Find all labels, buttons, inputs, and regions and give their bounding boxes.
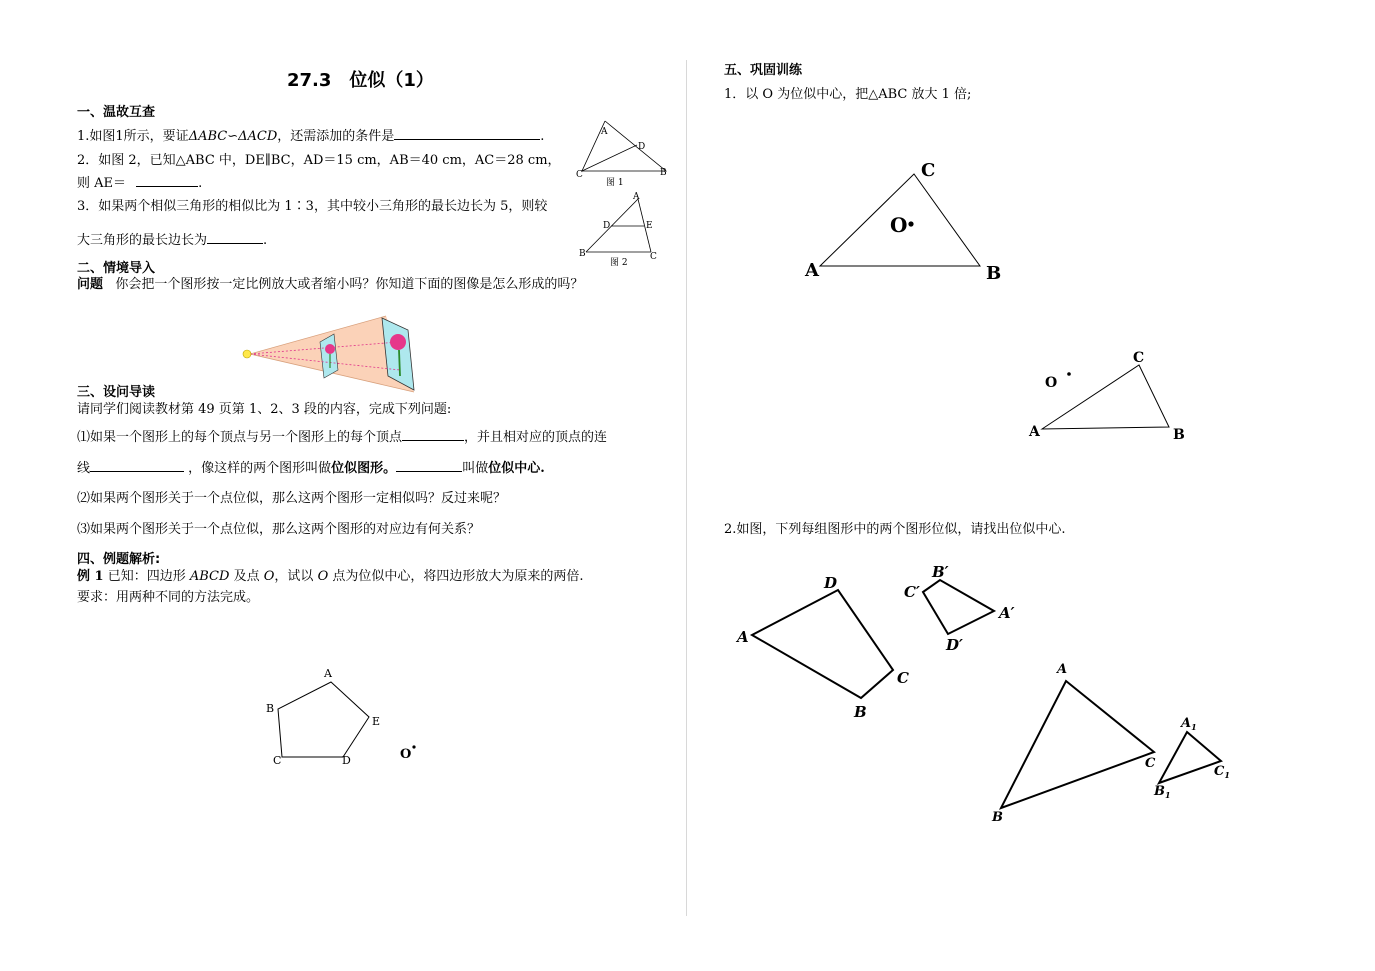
fig1-label-c: C — [576, 170, 583, 180]
figure-1 — [574, 114, 674, 190]
q2-answer-blank[interactable] — [136, 174, 198, 187]
tri2-label-b: B — [1173, 427, 1185, 443]
fig1-label-d: D — [638, 142, 646, 152]
pentagon-label-c: C — [273, 754, 282, 767]
fig2-caption: 图 2 — [610, 258, 628, 268]
triangle-figure-2 — [1025, 345, 1195, 445]
quad-label-b-prime: B′ — [932, 563, 949, 581]
q1-answer-blank[interactable] — [394, 127, 540, 140]
example-text-a: 已知：四边形 — [107, 569, 186, 584]
reading-instruction: 请同学们阅读教材第 49 页第 1、2、3 段的内容，完成下列问题: — [77, 402, 452, 417]
item1-blank-2[interactable] — [90, 459, 184, 472]
tri3-label-c: C — [1145, 756, 1156, 771]
fig2-label-a: A — [633, 192, 640, 202]
fig2-label-e: E — [646, 221, 653, 231]
question-3-line-2 — [77, 231, 267, 249]
tri3-label-b: B — [992, 810, 1003, 825]
tri1-label-b: B — [986, 263, 1002, 284]
question-2-line-2 — [77, 174, 202, 192]
question-1 — [77, 127, 544, 145]
tri3-label-c1: $C_1$ — [1214, 764, 1230, 780]
column-divider — [686, 60, 687, 916]
example-text-c: 及点 — [233, 569, 260, 584]
section-5-heading: 五、巩固训练 — [724, 63, 803, 78]
q1-prefix: 1.如图1所示，要证 — [77, 129, 189, 144]
item-2: ⑵如果两个图形关于一个点位似，那么这两个图形一定相似吗？反过来呢？ — [77, 491, 507, 506]
exercise-1: 1．以 O 为位似中心，把△ABC 放大 1 倍; — [724, 87, 972, 102]
pentagon-label-e: E — [372, 715, 381, 728]
quad-label-a: A — [737, 628, 749, 646]
q1-end: . — [540, 129, 545, 144]
example-text-b: ABCD — [189, 569, 230, 584]
q3-prefix: 大三角形的最长边长为 — [77, 233, 208, 248]
triangle-pair-figure — [985, 655, 1235, 830]
figure-2 — [576, 191, 668, 269]
section-2-heading: 二、情境导入 — [77, 261, 156, 276]
quad-label-b: B — [854, 703, 867, 721]
example-text-g: 点为位似中心，将四边形放大为原来的两倍. — [332, 569, 584, 584]
item1-part-f: 叫做 — [462, 461, 489, 476]
example-requirement: 要求：用两种不同的方法完成。 — [77, 590, 260, 605]
pentagon-label-b: B — [266, 702, 275, 715]
item1-blank-3[interactable] — [396, 459, 462, 472]
example-text-f: O — [317, 569, 329, 584]
q3-end: . — [263, 233, 268, 248]
item1-part-b: ，并且相对应的顶点的连 — [464, 430, 608, 445]
example-text-d: O — [263, 569, 275, 584]
question-2-line-1: 2．如图 2，已知△ABC 中，DE∥BC，AD＝15 cm，AB＝40 cm，AC＝28 cm， — [77, 153, 561, 168]
pentagon-label-o: O — [400, 747, 412, 762]
item1-blank-1[interactable] — [402, 428, 464, 441]
page-title: 27.3 位似（1） — [287, 70, 434, 91]
problem-line — [77, 277, 583, 293]
item-1-line-2 — [77, 459, 545, 477]
tri1-point-o — [908, 221, 913, 226]
pentagon-label-d: D — [342, 754, 351, 767]
pentagon-figure — [260, 660, 430, 770]
item1-part-d: ，像这样的两个图形叫做 — [188, 461, 332, 476]
section-1-heading: 一、温故互查 — [77, 105, 156, 120]
item-1-line-1 — [77, 428, 607, 446]
example-label: 例 1 — [77, 569, 104, 584]
quad-label-a-prime: A′ — [999, 604, 1015, 622]
item1-part-g: 位似中心. — [488, 461, 545, 476]
fig2-label-c: C — [650, 252, 657, 262]
example-1 — [77, 569, 584, 585]
quad-label-c-prime: C′ — [904, 583, 920, 601]
quad-label-c: C — [897, 669, 909, 687]
fig1-label-a: A — [601, 127, 608, 137]
quad-label-d: D — [824, 574, 838, 592]
example-text-e: ，试以 — [274, 569, 314, 584]
section-4-heading: 四、例题解析: — [77, 552, 161, 567]
question-3-line-1: 3．如果两个相似三角形的相似比为 1∶3，其中较小三角形的最长边长为 5，则较 — [77, 199, 548, 214]
tri2-label-o: O — [1045, 375, 1058, 391]
tri3-label-b1: $B_1$ — [1154, 784, 1171, 800]
item1-part-a: ⑴如果一个图形上的每个顶点与另一个图形上的每个顶点 — [77, 430, 403, 445]
tri1-label-c: C — [921, 160, 936, 181]
tri1-label-o: O — [890, 213, 908, 237]
tri2-label-a: A — [1029, 424, 1040, 440]
item-3: ⑶如果两个图形关于一个点位似，那么这两个图形的对应边有何关系？ — [77, 522, 481, 537]
q1-suffix: ，还需添加的条件是 — [277, 129, 395, 144]
q1-math: ΔABC∽ΔACD — [188, 129, 278, 144]
point-o-dot — [412, 745, 415, 748]
triangle-figure-1 — [800, 150, 1010, 290]
exercise-2: 2.如图，下列每组图形中的两个图形位似，请找出位似中心. — [724, 522, 1066, 537]
q2-prefix: 则 AE＝ — [77, 176, 127, 191]
fig2-label-b: B — [579, 249, 586, 259]
tri3-label-a: A — [1057, 662, 1068, 677]
fig2-label-d: D — [603, 221, 611, 231]
tri2-point-o — [1067, 372, 1071, 376]
section-3-heading: 三、设问导读 — [77, 385, 156, 400]
q2-end: . — [198, 176, 203, 191]
fig1-label-b: B — [660, 168, 667, 178]
problem-text: 你会把一个图形按一定比例放大或者缩小吗？你知道下面的图像是怎么形成的吗？ — [115, 277, 584, 292]
item1-part-e: 位似图形。 — [331, 461, 397, 476]
tri1-label-a: A — [805, 260, 819, 281]
pentagon-label-a: A — [324, 667, 332, 680]
quad-label-d-prime: D′ — [946, 636, 963, 654]
q3-answer-blank[interactable] — [207, 231, 263, 244]
tri2-label-c: C — [1133, 350, 1145, 366]
fig1-caption: 图 1 — [606, 178, 624, 188]
projection-illustration — [238, 312, 418, 394]
tri3-label-a1: $A_1$ — [1181, 716, 1197, 732]
item1-part-c: 线 — [77, 461, 91, 476]
problem-label: 问题 — [77, 277, 104, 292]
